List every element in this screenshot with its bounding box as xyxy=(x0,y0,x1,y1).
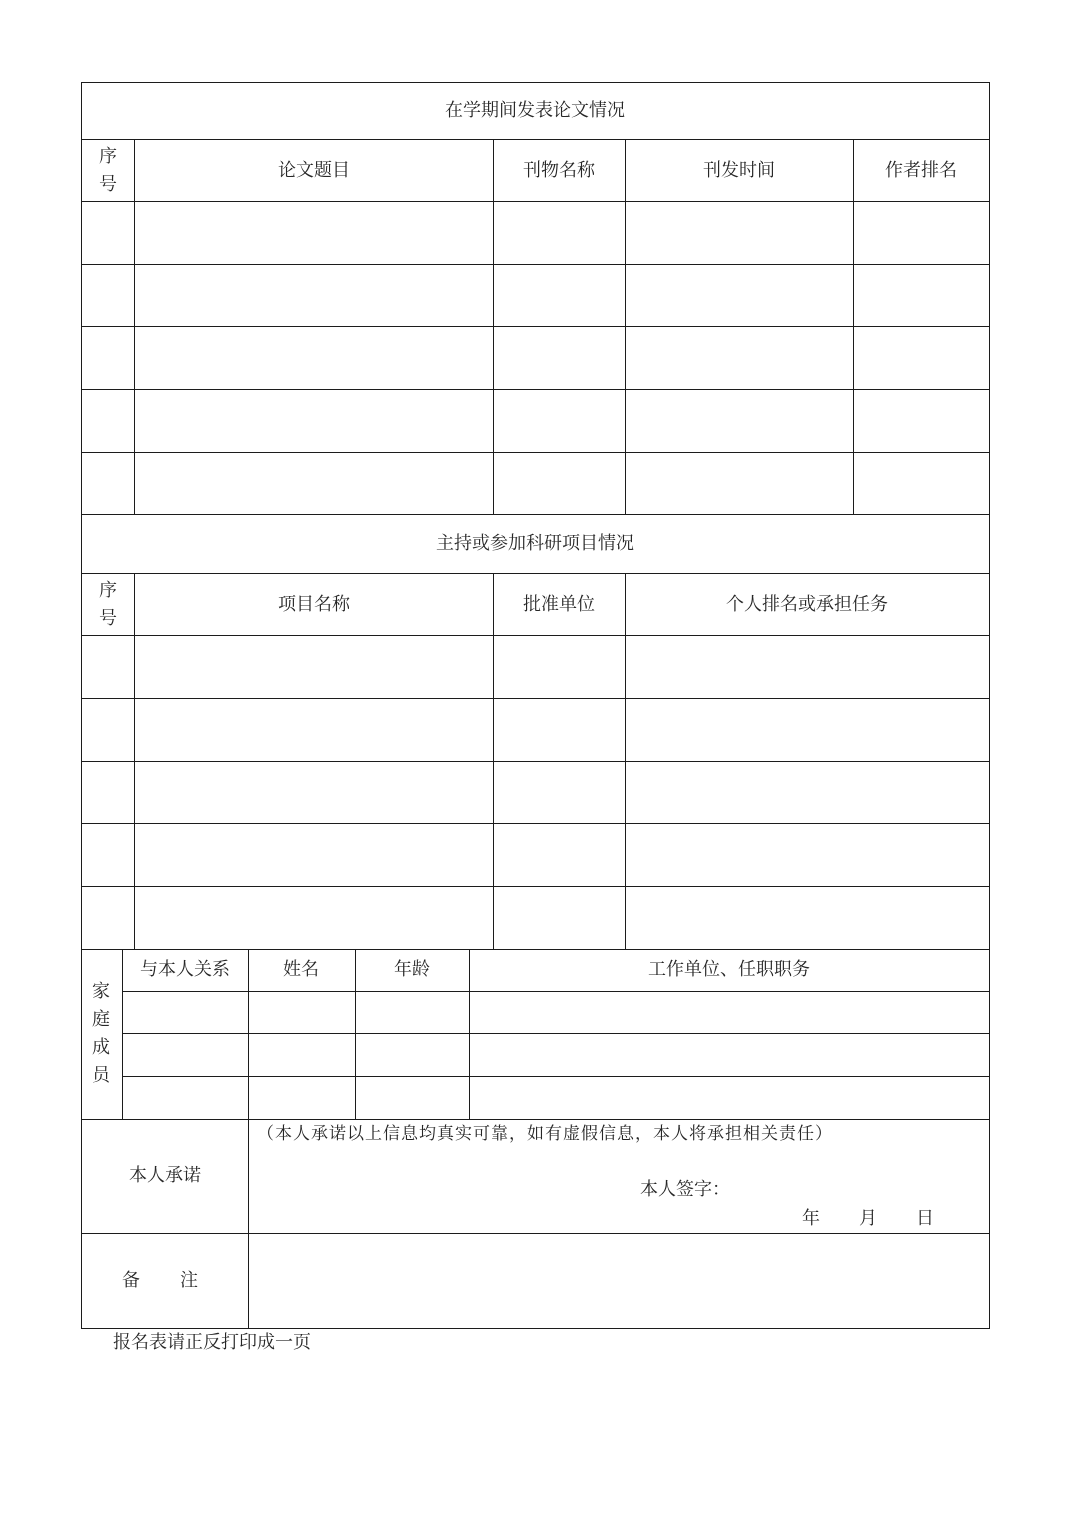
projects-row-4-seq-cell[interactable] xyxy=(82,824,134,886)
signature-field[interactable] xyxy=(741,1175,981,1203)
papers-row-5-author-rank-cell[interactable] xyxy=(854,453,989,514)
family-row-3-work-cell[interactable] xyxy=(470,1077,989,1119)
papers-row-4-journal-cell[interactable] xyxy=(494,390,625,452)
papers-row-5-date-cell[interactable] xyxy=(626,453,853,514)
family-header-name: 姓名 xyxy=(283,959,319,980)
papers-row-3-author-rank-cell[interactable] xyxy=(854,327,989,389)
papers-row-1-title-cell[interactable] xyxy=(135,202,493,264)
family-header-age: 年龄 xyxy=(394,959,430,980)
family-header-work: 工作单位、任职职务 xyxy=(648,959,810,980)
projects-row-5-name-cell[interactable] xyxy=(135,887,493,949)
projects-row-3-role-cell[interactable] xyxy=(626,762,989,823)
projects-row-5-role-cell[interactable] xyxy=(626,887,989,949)
projects-row-5-unit-cell[interactable] xyxy=(494,887,625,949)
projects-row-1-role-cell[interactable] xyxy=(626,636,989,698)
papers-header-journal: 刊物名称 xyxy=(523,160,595,181)
papers-row-3-date-cell[interactable] xyxy=(626,327,853,389)
papers-row-5-journal-cell[interactable] xyxy=(494,453,625,514)
family-row-2-age-cell[interactable] xyxy=(356,1034,469,1076)
papers-row-4-title-cell[interactable] xyxy=(135,390,493,452)
family-bottom-divider xyxy=(81,1119,990,1120)
pledge-statement: （本人承诺以上信息均真实可靠，如有虚假信息，本人将承担相关责任） xyxy=(257,1124,833,1144)
projects-row-4-unit-cell[interactable] xyxy=(494,824,625,886)
family-row-3-name-cell[interactable] xyxy=(249,1077,355,1119)
projects-header-unit: 批准单位 xyxy=(523,594,595,615)
family-section-label: 家庭成员 xyxy=(92,981,110,1086)
projects-header-role: 个人排名或承担任务 xyxy=(726,594,888,615)
projects-row-3-unit-cell[interactable] xyxy=(494,762,625,823)
projects-row-1-name-cell[interactable] xyxy=(135,636,493,698)
application-form-table xyxy=(81,82,990,1329)
projects-row-2-seq-cell[interactable] xyxy=(82,699,134,761)
papers-row-2-journal-cell[interactable] xyxy=(494,265,625,326)
family-row-3-age-cell[interactable] xyxy=(356,1077,469,1119)
family-row-2-name-cell[interactable] xyxy=(249,1034,355,1076)
projects-row-3-name-cell[interactable] xyxy=(135,762,493,823)
projects-title-divider xyxy=(81,573,990,574)
projects-row-5-seq-cell[interactable] xyxy=(82,887,134,949)
projects-section-title: 主持或参加科研项目情况 xyxy=(436,533,634,554)
remarks-field[interactable] xyxy=(249,1234,989,1328)
papers-row-1-seq-cell[interactable] xyxy=(82,202,134,264)
papers-row-4-author-rank-cell[interactable] xyxy=(854,390,989,452)
papers-row-3-journal-cell[interactable] xyxy=(494,327,625,389)
papers-row-5-title-cell[interactable] xyxy=(135,453,493,514)
projects-row-3-seq-cell[interactable] xyxy=(82,762,134,823)
family-row-1-relation-cell[interactable] xyxy=(123,992,248,1033)
papers-row-1-author-rank-cell[interactable] xyxy=(854,202,989,264)
family-row-2-work-cell[interactable] xyxy=(470,1034,989,1076)
papers-row-4-seq-cell[interactable] xyxy=(82,390,134,452)
papers-header-date: 刊发时间 xyxy=(703,160,775,181)
date-year-label: 年 xyxy=(802,1208,820,1229)
projects-row-4-role-cell[interactable] xyxy=(626,824,989,886)
papers-header-seq: 序号 xyxy=(99,146,117,195)
papers-row-3-title-cell[interactable] xyxy=(135,327,493,389)
signature-label: 本人签字： xyxy=(640,1179,730,1200)
papers-row-2-seq-cell[interactable] xyxy=(82,265,134,326)
border-top xyxy=(81,82,990,83)
projects-row-2-unit-cell[interactable] xyxy=(494,699,625,761)
papers-section-title: 在学期间发表论文情况 xyxy=(445,100,625,121)
date-day-label: 日 xyxy=(916,1208,934,1229)
family-row-3-relation-cell[interactable] xyxy=(123,1077,248,1119)
projects-bottom-divider xyxy=(81,949,990,950)
family-row-2-relation-cell[interactable] xyxy=(123,1034,248,1076)
papers-row-1-journal-cell[interactable] xyxy=(494,202,625,264)
projects-row-1-seq-cell[interactable] xyxy=(82,636,134,698)
papers-row-3-seq-cell[interactable] xyxy=(82,327,134,389)
projects-row-2-role-cell[interactable] xyxy=(626,699,989,761)
border-bottom xyxy=(81,1328,990,1329)
remarks-label-char-1: 备 xyxy=(122,1270,140,1291)
border-right xyxy=(989,82,990,1329)
family-row-1-name-cell[interactable] xyxy=(249,992,355,1033)
papers-bottom-divider xyxy=(81,514,990,515)
papers-header-author-rank: 作者排名 xyxy=(885,160,957,181)
papers-row-4-date-cell[interactable] xyxy=(626,390,853,452)
papers-row-2-date-cell[interactable] xyxy=(626,265,853,326)
papers-row-5-seq-cell[interactable] xyxy=(82,453,134,514)
projects-header-seq: 序号 xyxy=(99,580,117,629)
family-row-1-age-cell[interactable] xyxy=(356,992,469,1033)
projects-row-1-unit-cell[interactable] xyxy=(494,636,625,698)
family-row-1-work-cell[interactable] xyxy=(470,992,989,1033)
projects-header-name: 项目名称 xyxy=(278,594,350,615)
projects-row-2-name-cell[interactable] xyxy=(135,699,493,761)
remarks-label-char-2: 注 xyxy=(180,1270,198,1291)
papers-row-2-title-cell[interactable] xyxy=(135,265,493,326)
papers-row-2-author-rank-cell[interactable] xyxy=(854,265,989,326)
papers-row-1-date-cell[interactable] xyxy=(626,202,853,264)
footer-note: 报名表请正反打印成一页 xyxy=(113,1332,311,1353)
pledge-label: 本人承诺 xyxy=(129,1165,201,1186)
papers-header-title: 论文题目 xyxy=(278,160,350,181)
family-header-relation: 与本人关系 xyxy=(140,959,230,980)
projects-row-4-name-cell[interactable] xyxy=(135,824,493,886)
date-month-label: 月 xyxy=(859,1208,877,1229)
